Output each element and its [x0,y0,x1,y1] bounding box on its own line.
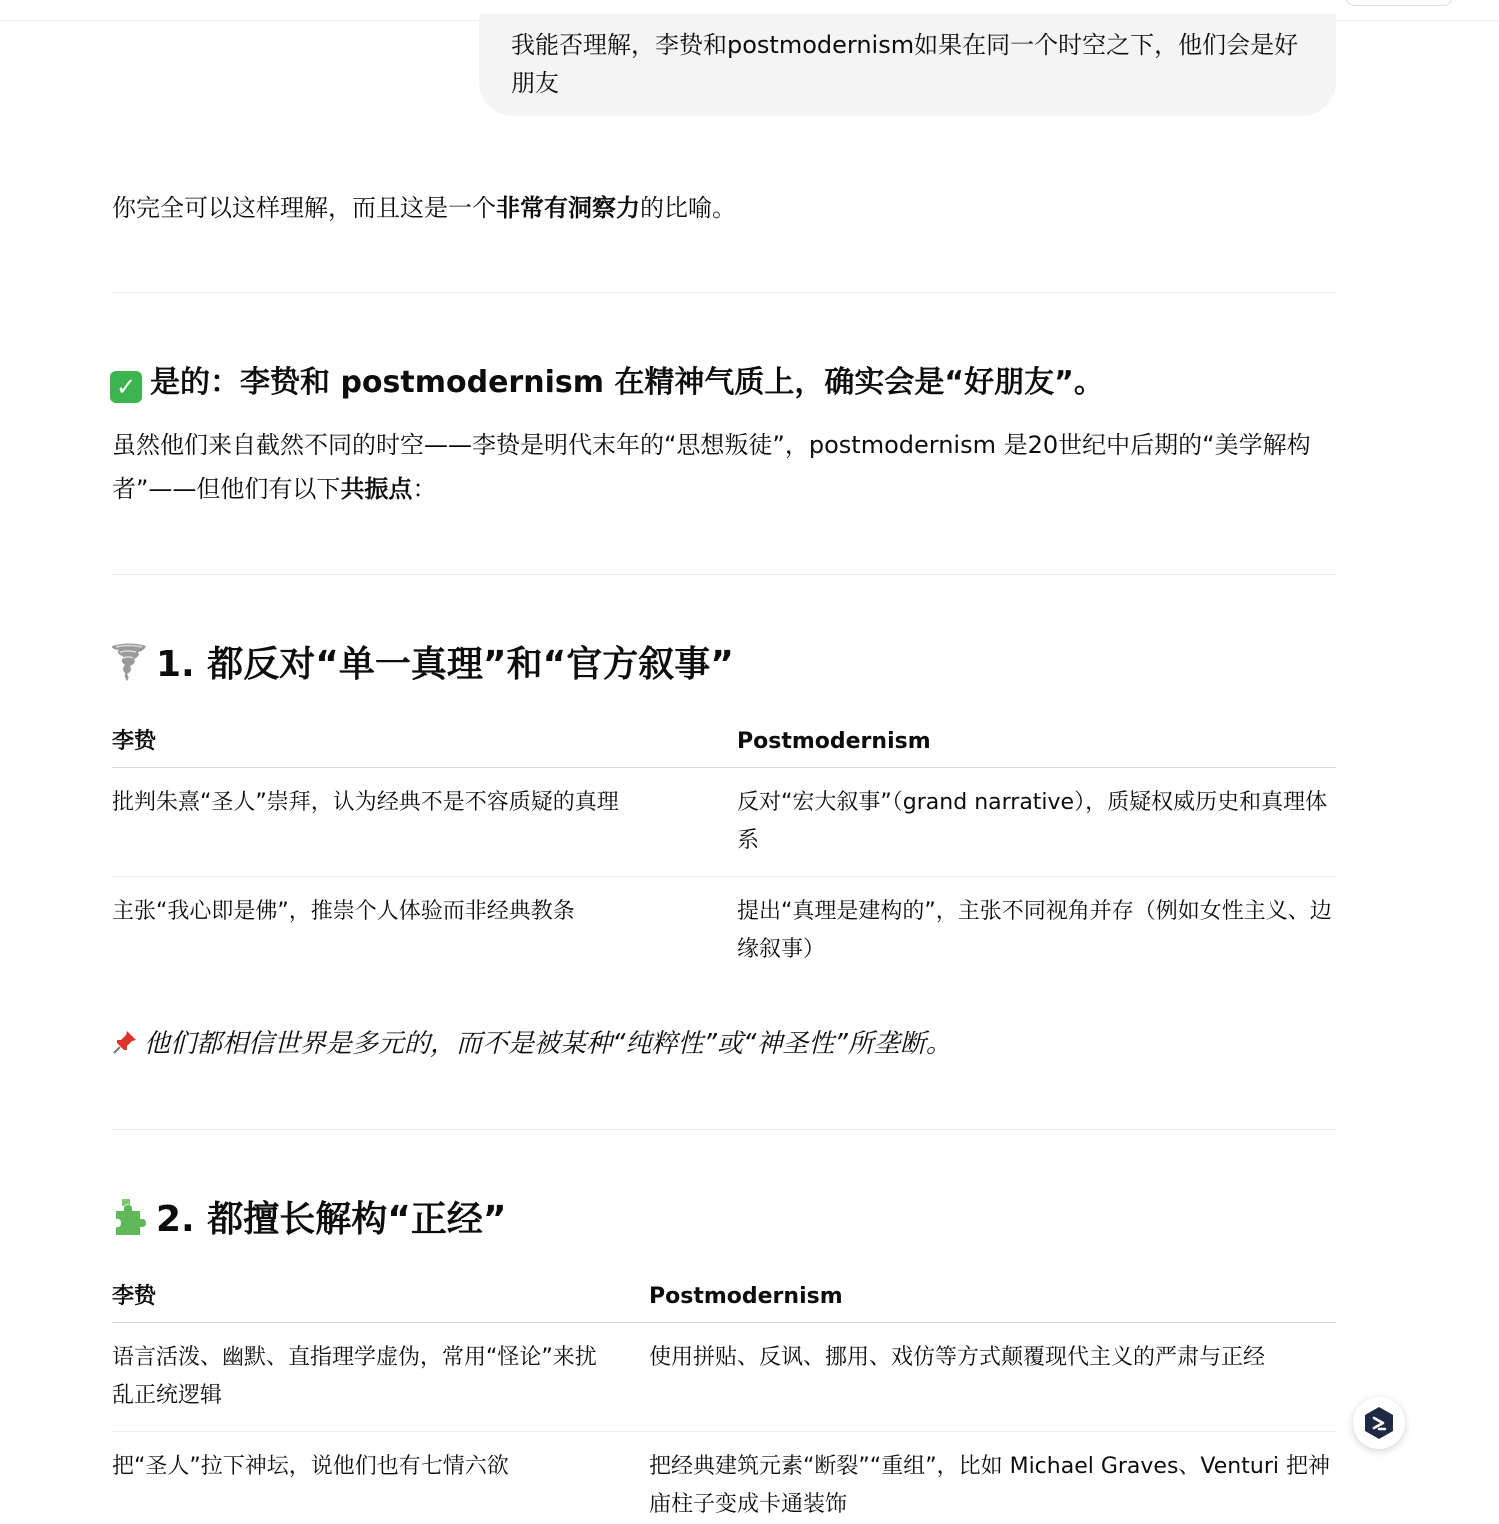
section-para-suffix: ： [412,475,437,503]
table-header-divider [112,1322,1336,1323]
part1-heading [110,642,734,688]
table-header-divider [112,767,1336,768]
part2-heading [110,1197,507,1243]
divider [112,292,1336,293]
table-cell: 使用拼贴、反讽、挪用、戏仿等方式颠覆现代主义的严肃与正经 [649,1345,1266,1370]
table-cell: 反对“宏大叙事”（grand narrative），质疑权威历史和真理体系 [737,790,1328,853]
user-message-bubble [479,14,1336,116]
part1-note-text: 他们都相信世界是多元的，而不是被某种“纯粹性”或“神圣性”所垄断。 [144,1029,952,1059]
table-header-lizhi: 李贽 [112,1284,157,1309]
table-cell: 把“圣人”拉下神坛，说他们也有七情六欲 [112,1454,509,1479]
section-para-bold: 共振点 [340,475,413,503]
translate-assistant-icon [1363,1406,1395,1440]
section-heading-text: 是的：李贽和 postmodernism 在精神气质上，确实会是“好朋友”。 [150,365,1104,400]
part2-table [112,1280,1336,1523]
pushpin-icon [112,1029,138,1055]
top-pill-button[interactable] [1345,0,1453,6]
intro-text: 你完全可以这样理解，而且这是一个 [112,194,496,222]
section-para-text: 虽然他们来自截然不同的时空——李贽是明代末年的“思想叛徒”，postmodernism 是20世纪中后期的“美学解构者”——但他们有以下 [112,431,1311,503]
part1-heading-text: 1. 都反对“单一真理”和“官方叙事” [156,644,734,685]
section-heading [110,363,1104,403]
check-mark-button-icon: ✓ [110,371,142,403]
divider [112,574,1336,575]
table-cell: 提出“真理是建构的”，主张不同视角并存（例如女性主义、边缘叙事） [737,899,1332,962]
table-row-divider [112,1431,1336,1432]
section-paragraph [112,423,1336,511]
table-cell: 语言活泼、幽默、直指理学虚伪，常用“怪论”来扰乱正统逻辑 [112,1345,597,1408]
table-header-postmodernism: Postmodernism [737,729,931,754]
table-cell: 批判朱熹“圣人”崇拜，认为经典不是不容质疑的真理 [112,790,619,815]
table-cell: 主张“我心即是佛”，推崇个人体验而非经典教条 [112,899,575,924]
translate-assistant-button[interactable] [1353,1397,1405,1449]
intro-bold: 非常有洞察力 [496,194,640,222]
puzzle-piece-icon [110,1197,150,1237]
tornado-icon [110,642,148,682]
table-header-postmodernism: Postmodernism [649,1284,843,1309]
intro-suffix: 的比喻。 [640,194,736,222]
part1-note [112,1024,952,1064]
response-intro [112,186,1336,230]
table-header-lizhi: 李贽 [112,729,157,754]
part2-heading-text: 2. 都擅长解构“正经” [156,1199,507,1240]
divider [112,1129,1336,1130]
part1-table [112,725,1336,990]
user-message-text: 我能否理解，李贽和postmodernism如果在同一个时空之下，他们会是好朋友 [511,31,1299,97]
table-row-divider [112,876,1336,877]
table-cell: 把经典建筑元素“断裂”“重组”，比如 Michael Graves、Venturi 把神庙柱子变成卡通装饰 [649,1454,1330,1517]
